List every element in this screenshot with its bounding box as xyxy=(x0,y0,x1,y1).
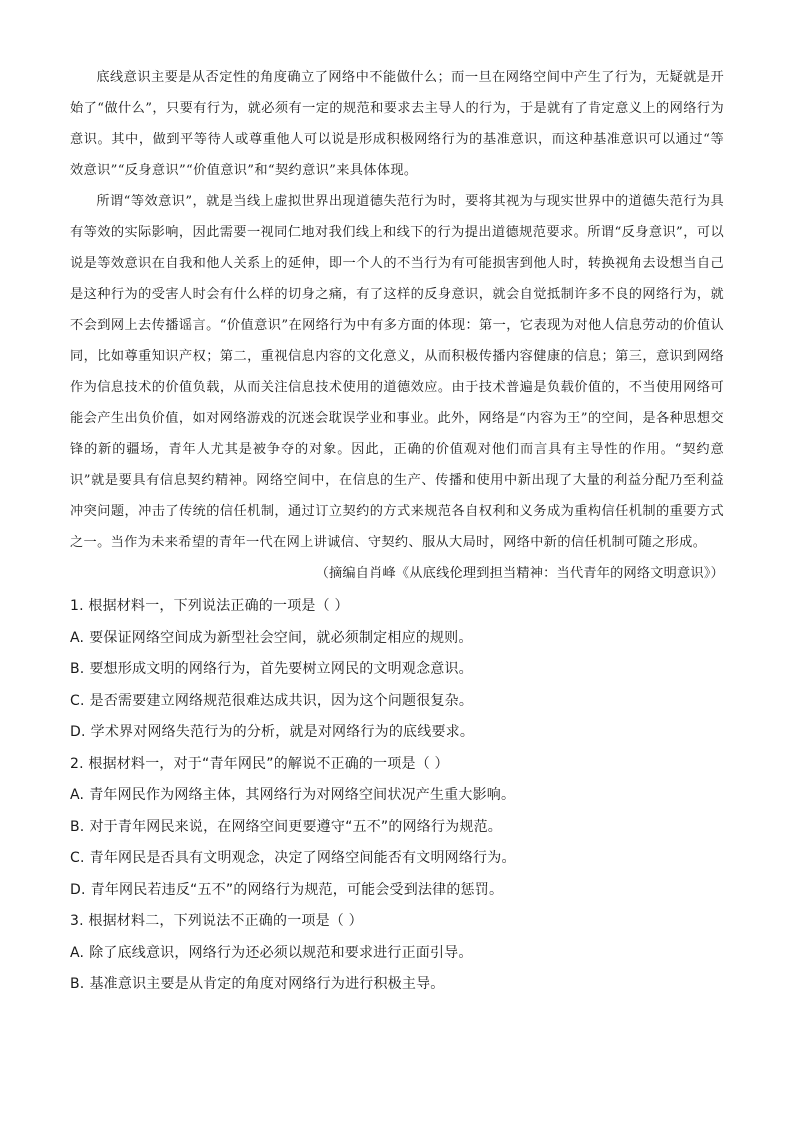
material-paragraph-2: 所谓“等效意识”，就是当线上虚拟世界出现道德失范行为时，要将其视为与现实世界中的道德失范行为具有等效的实际影响，因此需要一视同仁地对我们线上和线下的行为提出道德规范要求。所谓“反身意识”，可以说是等效意识在自我和他人关系上的延伸，即一个人的不当行为有可能损害到他人时，转换视角去设想当自己是这种行为的受害人时会有什么样的切身之痛，有了这样的反身意识，就会自觉抵制许多不良的网络行为，就不会到网上去传播谣言。“价值意识”在网络行为中有多方面的体现：第一，它表现为对他人信息劳动的价值认同，比如尊重知识产权；第二，重视信息内容的文化意义，从而积极传播内容健康的信息；第三，意识到网络作为信息技术的价值负载，从而关注信息技术使用的道德效应。由于技术普遍是负载价值的，不当使用网络可能会产生出负价值，如对网络游戏的沉迷会耽误学业和事业。此外，网络是“内容为王”的空间，是各种思想交锋的新的疆场，青年人尤其是被争夺的对象。因此，正确的价值观对他们而言具有主导性的作用。“契约意识”就是要具有信息契约精神。网络空间中，在信息的生产、传播和使用中新出现了大量的利益分配乃至利益冲突问题，冲击了传统的信任机制，通过订立契约的方式来规范各自权利和义务成为重构信任机制的重要方式之一。当作为未来希望的青年一代在网上讲诚信、守契约、服从大局时，网络中新的信任机制可随之形成。 xyxy=(70,194,724,550)
option-letter: A. xyxy=(70,629,85,646)
option-letter: D. xyxy=(70,724,86,740)
exam-page xyxy=(70,62,724,1001)
question-list xyxy=(70,591,724,1001)
option-d xyxy=(70,717,724,749)
option-text: 要保证网络空间成为新型社会空间，就必须制定相应的规则。 xyxy=(89,629,473,646)
option-text: 青年网民是否具有文明观念，决定了网络空间能否有文明网络行为。 xyxy=(89,850,516,866)
option-a xyxy=(70,623,724,655)
option-text: 青年网民若违反“五不”的网络行为规范，可能会受到法律的惩罚。 xyxy=(90,881,504,898)
option-letter: C. xyxy=(70,850,85,866)
option-letter: A. xyxy=(70,944,85,961)
option-letter: A. xyxy=(70,787,85,803)
option-d xyxy=(70,875,724,907)
option-text: 是否需要建立网络规范很难达成共识，因为这个问题很复杂。 xyxy=(89,692,474,709)
option-text: 除了底线意识，网络行为还必须以规范和要求进行正面引导。 xyxy=(89,944,473,961)
option-text: 基准意识主要是从肯定的角度对网络行为进行积极主导。 xyxy=(89,976,445,992)
option-letter: D. xyxy=(70,881,86,898)
option-letter: C. xyxy=(70,692,85,709)
option-c xyxy=(70,843,724,875)
option-b xyxy=(70,969,724,1001)
question-3 xyxy=(70,906,724,1001)
material-source-citation: （摘编自肖峰《从底线伦理到担当精神：当代青年的网络文明意识》） xyxy=(315,566,724,581)
question-stem: 2. 根据材料一，对于“青年网民”的解说不正确的一项是（ ） xyxy=(70,755,449,772)
reading-material xyxy=(70,62,724,589)
option-text: 学术界对网络失范行为的分析，就是对网络行为的底线要求。 xyxy=(90,724,475,740)
option-b xyxy=(70,654,724,686)
question-stem: 1. 根据材料一，下列说法正确的一项是（ ） xyxy=(70,598,349,614)
option-a xyxy=(70,780,724,812)
option-b xyxy=(70,812,724,844)
option-letter: B. xyxy=(70,661,85,677)
option-letter: B. xyxy=(70,818,85,835)
option-letter: B. xyxy=(70,976,85,992)
material-paragraph-1: 底线意识主要是从否定性的角度确立了网络中不能做什么；而一旦在网络空间中产生了行为，无疑就是开始了“做什么”，只要有行为，就必须有一定的规范和要求去主导人的行为，于是就有了肯定意义上的网络行为意识。其中，做到平等待人或尊重他人可以说是形成积极网络行为的基准意识，而这种基准意识可以通过“等效意识”“反身意识”“价值意识”和“契约意识”来具体体现。 xyxy=(70,70,724,178)
option-c xyxy=(70,686,724,718)
option-a xyxy=(70,938,724,970)
option-text: 对于青年网民来说，在网络空间更要遵守“五不”的网络行为规范。 xyxy=(89,818,502,835)
option-text: 要想形成文明的网络行为，首先要树立网民的文明观念意识。 xyxy=(89,661,473,677)
option-text: 青年网民作为网络主体，其网络行为对网络空间状况产生重大影响。 xyxy=(89,787,516,803)
question-1 xyxy=(70,591,724,749)
question-2 xyxy=(70,749,724,907)
question-stem: 3. 根据材料二，下列说法不正确的一项是（ ） xyxy=(70,913,363,929)
